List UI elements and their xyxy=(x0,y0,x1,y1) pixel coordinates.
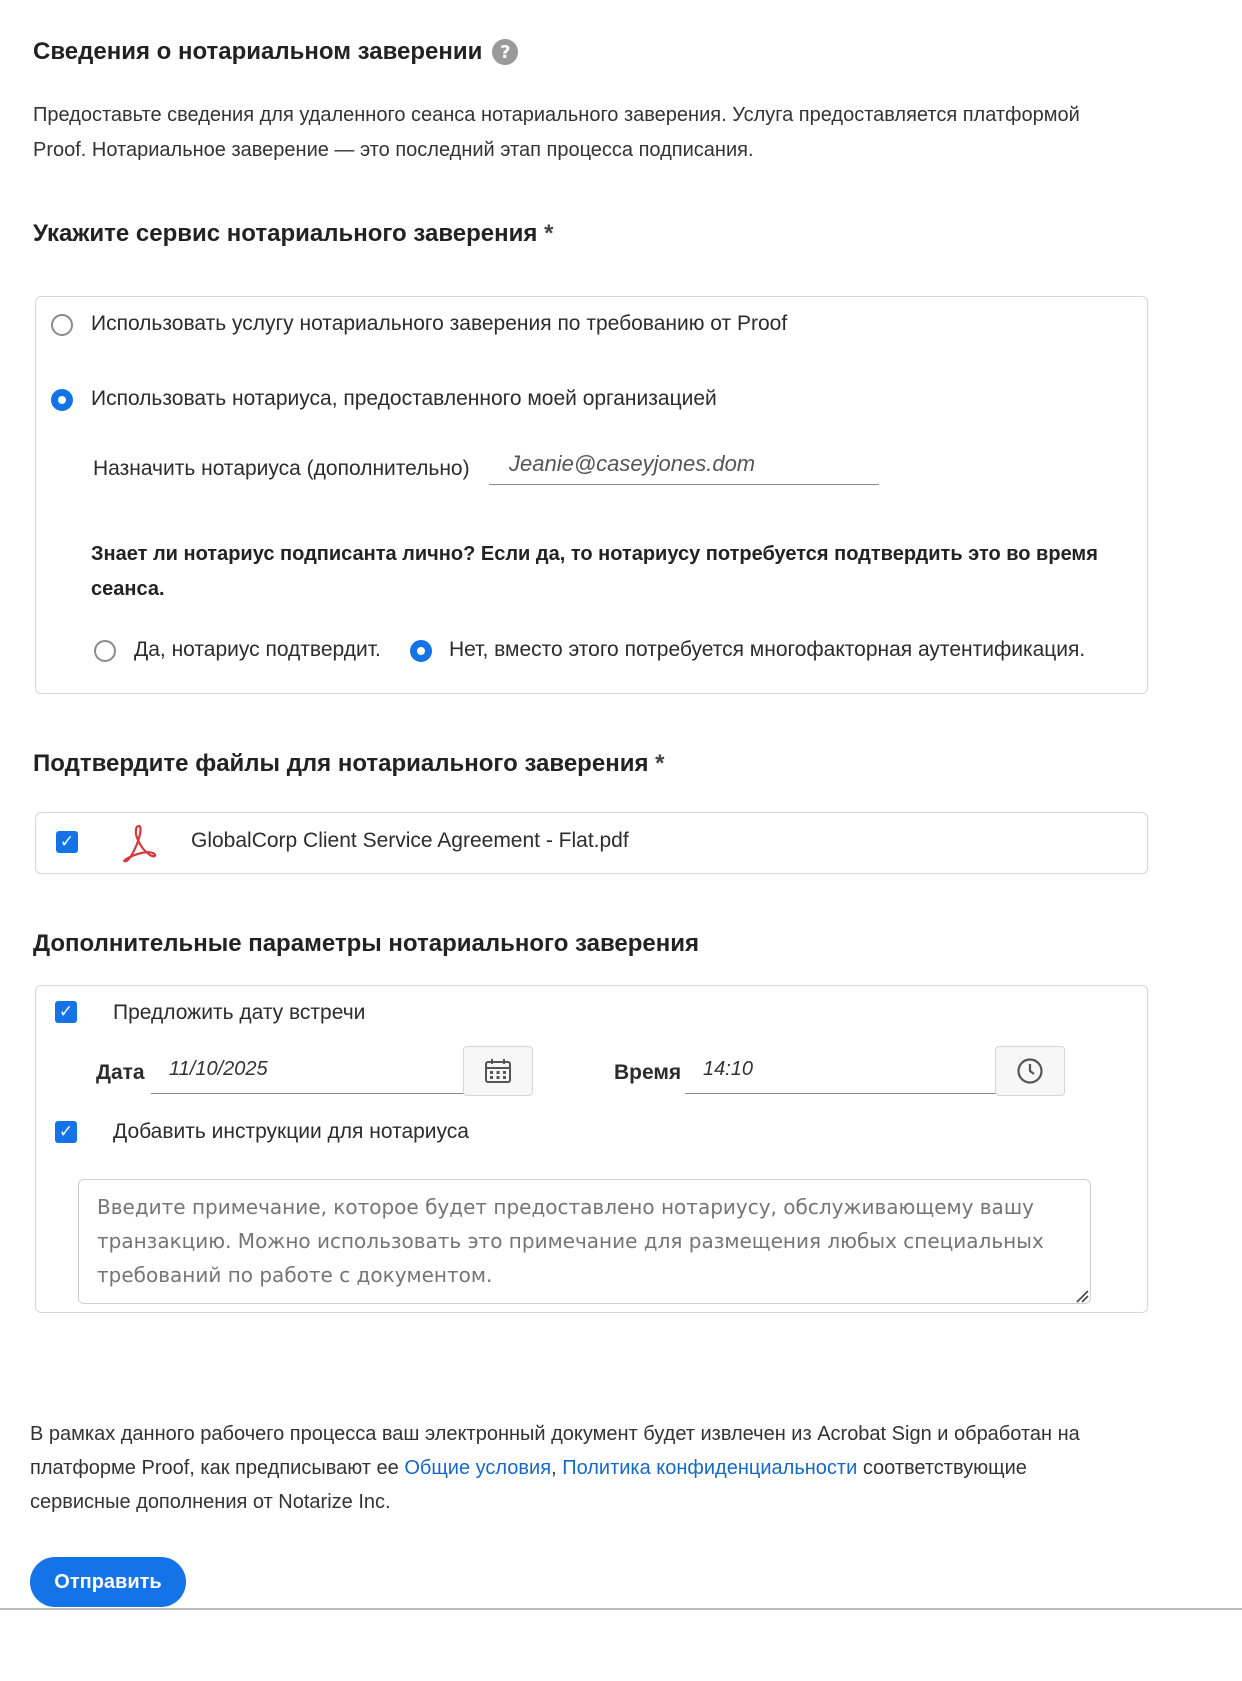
service-options-panel xyxy=(35,296,1148,694)
footer-text-2: платформе Proof, как предписывают ее xyxy=(30,1457,399,1479)
extra-heading: Дополнительные параметры нотариального заверения xyxy=(33,930,700,957)
divider xyxy=(0,1608,1242,1610)
time-label: Время xyxy=(614,1061,682,1084)
file-name: GlobalCorp Client Service Agreement - Flat.pdf xyxy=(191,829,629,852)
page-title-text: Сведения о нотариальном заверении xyxy=(33,38,483,65)
pdf-icon xyxy=(120,823,158,863)
page-title xyxy=(33,38,518,66)
assign-notary-label: Назначить нотариуса (дополнительно) xyxy=(93,457,470,480)
extra-options-panel xyxy=(35,985,1148,1313)
personal-knowledge-question: Знает ли нотариус подписанта лично? Если да, то нотариусу потребуется подтвердить это во время сеанса. xyxy=(91,543,1098,600)
instructions-textarea[interactable] xyxy=(78,1179,1091,1304)
date-input[interactable] xyxy=(151,1046,467,1094)
radio-org-notary-label[interactable]: Использовать нотариуса, предоставленного моей организацией xyxy=(91,387,717,410)
add-instructions-checkbox[interactable]: ✓ xyxy=(55,1121,77,1143)
time-value: 14:10 xyxy=(703,1058,754,1080)
help-icon[interactable]: ? xyxy=(492,39,518,65)
calendar-icon xyxy=(484,1058,512,1084)
resize-grip-icon[interactable] xyxy=(1075,1289,1089,1303)
intro-line-2: Proof. Нотариальное заверение — это последний этап процесса подписания. xyxy=(33,139,754,161)
propose-date-checkbox[interactable]: ✓ xyxy=(55,1001,77,1023)
radio-answer-no[interactable] xyxy=(410,640,432,662)
intro-line-1: Предоставьте сведения для удаленного сеанса нотариального заверения. Услуга предоставляется платформой xyxy=(33,104,1080,126)
submit-button[interactable]: Отправить xyxy=(30,1557,186,1607)
privacy-link[interactable]: Политика конфиденциальности xyxy=(562,1457,858,1479)
file-checkbox[interactable]: ✓ xyxy=(56,831,78,853)
footer-line-2 xyxy=(30,1451,1180,1485)
radio-proof-service-label[interactable]: Использовать услугу нотариального заверения по требованию от Proof xyxy=(91,312,788,335)
radio-answer-yes-label[interactable]: Да, нотариус подтвердит. xyxy=(134,638,381,661)
files-heading-text: Подтвердите файлы для нотариального заверения xyxy=(33,750,649,777)
footer-text-3: соответствующие xyxy=(862,1457,1027,1479)
service-heading xyxy=(33,220,553,248)
time-input[interactable] xyxy=(685,1046,1035,1094)
footer-disclaimer xyxy=(30,1417,1180,1519)
radio-answer-yes[interactable] xyxy=(94,640,116,662)
add-instructions-label[interactable]: Добавить инструкции для нотариуса xyxy=(113,1120,469,1143)
footer-line-1: В рамках данного рабочего процесса ваш электронный документ будет извлечен из Acrobat Sign и обработан на xyxy=(30,1423,1080,1445)
radio-org-notary[interactable] xyxy=(51,389,73,411)
footer-comma: , xyxy=(551,1457,557,1479)
files-heading xyxy=(33,750,664,778)
file-row xyxy=(35,812,1148,874)
propose-date-label[interactable]: Предложить дату встречи xyxy=(113,1001,366,1024)
terms-link[interactable]: Общие условия xyxy=(404,1457,552,1479)
date-value: 11/10/2025 xyxy=(169,1058,268,1080)
intro-text xyxy=(33,98,1153,168)
date-label: Дата xyxy=(96,1061,145,1084)
service-heading-text: Укажите сервис нотариального заверения xyxy=(33,220,538,247)
clock-icon xyxy=(1016,1057,1044,1085)
radio-proof-service[interactable] xyxy=(51,314,73,336)
footer-line-3: сервисные дополнения от Notarize Inc. xyxy=(30,1491,391,1513)
required-mark: * xyxy=(544,220,554,247)
required-mark: * xyxy=(655,750,665,777)
assign-notary-input[interactable] xyxy=(489,443,879,485)
radio-answer-no-label[interactable]: Нет, вместо этого потребуется многофакторная аутентификация. xyxy=(449,638,1086,661)
clock-button[interactable] xyxy=(995,1046,1065,1096)
calendar-button[interactable] xyxy=(463,1046,533,1096)
